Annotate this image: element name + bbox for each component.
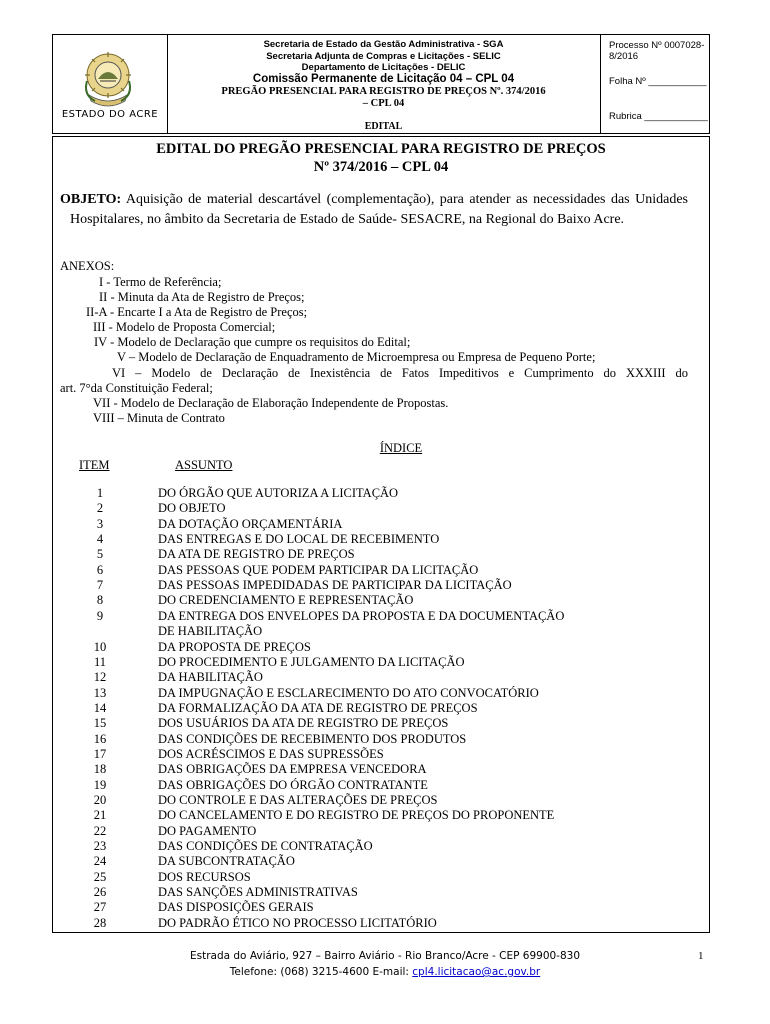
indice-item-number: 12 xyxy=(93,670,107,684)
indice-item-number: 9 xyxy=(96,609,104,623)
indice-item-number: 4 xyxy=(96,532,104,546)
header-process-cell xyxy=(601,35,709,133)
indice-item-number: 21 xyxy=(93,808,107,822)
indice-item-number: 24 xyxy=(93,854,107,868)
objeto-paragraph xyxy=(60,190,688,230)
footer-address: Estrada do Aviário, 927 – Bairro Aviário - Rio Branco/Acre - CEP 69900-830 xyxy=(189,950,581,962)
indice-item-number: 7 xyxy=(96,578,104,592)
indice-item-subject: DAS PESSOAS QUE PODEM PARTICIPAR DA LICITAÇÃO xyxy=(158,563,479,577)
header-title-cell xyxy=(167,35,601,133)
folha-field: Folha Nº ___________ xyxy=(609,76,707,87)
document-header xyxy=(52,34,710,134)
pregao-line-2: – CPL 04 xyxy=(362,98,405,109)
indice-item-number: 11 xyxy=(93,655,107,669)
indice-item-subject: DA ATA DE REGISTRO DE PREÇOS xyxy=(158,547,355,561)
indice-item-subject: DO PADRÃO ÉTICO NO PROCESSO LICITATÓRIO xyxy=(158,916,437,930)
indice-item-subject: DAS OBRIGAÇÕES DA EMPRESA VENCEDORA xyxy=(158,762,427,776)
indice-item-subject: DOS ACRÉSCIMOS E DAS SUPRESSÕES xyxy=(158,747,384,761)
indice-item-subject: DO PROCEDIMENTO E JULGAMENTO DA LICITAÇÃO xyxy=(158,655,465,669)
indice-item-subject: DE HABILITAÇÃO xyxy=(158,624,263,638)
indice-item-number: 20 xyxy=(93,793,107,807)
edital-label: EDITAL xyxy=(364,121,403,132)
indice-item-number: 25 xyxy=(93,870,107,884)
anexo-item: I - Termo de Referência; xyxy=(99,275,222,289)
secretaria-line: Secretaria de Estado da Gestão Administrativa - SGA xyxy=(263,39,504,50)
indice-item-number: 14 xyxy=(93,701,107,715)
anexo-item: VI – Modelo de Declaração de Inexistência de Fatos Impeditivos e Cumprimento do XXXIII do xyxy=(112,366,688,380)
indice-item-number: 8 xyxy=(96,593,104,607)
page-number: 1 xyxy=(698,950,704,962)
indice-item-subject: DAS CONDIÇÕES DE CONTRATAÇÃO xyxy=(158,839,373,853)
indice-item-number: 18 xyxy=(93,762,107,776)
indice-item-subject: DO OBJETO xyxy=(158,501,226,515)
anexo-item: VIII – Minuta de Contrato xyxy=(93,411,225,425)
anexo-item-continuation: art. 7°da Constituição Federal; xyxy=(60,381,213,395)
indice-item-subject: DAS SANÇÕES ADMINISTRATIVAS xyxy=(158,885,358,899)
indice-item-number: 22 xyxy=(93,824,107,838)
indice-item-subject: DO CONTROLE E DAS ALTERAÇÕES DE PREÇOS xyxy=(158,793,438,807)
document-number: Nº 374/2016 – CPL 04 xyxy=(313,159,449,175)
indice-item-number: 13 xyxy=(93,686,107,700)
indice-item-subject: DO PAGAMENTO xyxy=(158,824,257,838)
indice-item-subject: DA DOTAÇÃO ORÇAMENTÁRIA xyxy=(158,517,343,531)
anexo-item: V – Modelo de Declaração de Enquadramento de Microempresa ou Empresa de Pequeno Porte; xyxy=(117,350,596,364)
indice-item-number: 15 xyxy=(93,716,107,730)
indice-item-subject: DOS USUÁRIOS DA ATA DE REGISTRO DE PREÇOS xyxy=(158,716,449,730)
indice-item-subject: DA SUBCONTRATAÇÃO xyxy=(158,854,295,868)
indice-item-number: 3 xyxy=(96,517,104,531)
indice-item-subject: DA FORMALIZAÇÃO DA ATA DE REGISTRO DE PREÇOS xyxy=(158,701,478,715)
footer-phone: Telefone: (068) 3215-4600 E-mail: xyxy=(229,966,413,978)
estado-label: ESTADO DO ACRE xyxy=(61,109,159,120)
anexo-item: II-A - Encarte I a Ata de Registro de Preços; xyxy=(86,305,308,319)
acre-coat-of-arms-icon xyxy=(81,51,135,117)
comissao-line: Comissão Permanente de Licitação 04 – CPL 04 xyxy=(252,73,515,85)
indice-item-subject: DO CANCELAMENTO E DO REGISTRO DE PREÇOS DO PROPONENTE xyxy=(158,808,555,822)
indice-item-subject: DA HABILITAÇÃO xyxy=(158,670,263,684)
indice-item-number: 26 xyxy=(93,885,107,899)
indice-item-subject: DOS RECURSOS xyxy=(158,870,251,884)
indice-item-number: 28 xyxy=(93,916,107,930)
indice-item-subject: DAS PESSOAS IMPEDIDADAS DE PARTICIPAR DA LICITAÇÃO xyxy=(158,578,512,592)
departamento-line: Departamento de Licitações - DELIC xyxy=(301,62,466,73)
indice-item-number: 5 xyxy=(96,547,104,561)
indice-item-number: 27 xyxy=(93,900,107,914)
header-seal-cell xyxy=(53,35,168,133)
anexo-item: II - Minuta da Ata de Registro de Preços; xyxy=(99,290,305,304)
indice-item-subject: DAS DISPOSIÇÕES GERAIS xyxy=(158,900,314,914)
indice-col-item: ITEM xyxy=(79,458,110,472)
indice-item-number: 16 xyxy=(93,732,107,746)
indice-item-number: 23 xyxy=(93,839,107,853)
indice-item-subject: DO ÓRGÃO QUE AUTORIZA A LICITAÇÃO xyxy=(158,486,399,500)
indice-item-number: 10 xyxy=(93,640,107,654)
indice-item-subject: DAS CONDIÇÕES DE RECEBIMENTO DOS PRODUTOS xyxy=(158,732,467,746)
indice-title: ÍNDICE xyxy=(379,441,423,455)
anexo-item: VII - Modelo de Declaração de Elaboração Independente de Propostas. xyxy=(93,396,449,410)
indice-item-number: 19 xyxy=(93,778,107,792)
anexo-item: III - Modelo de Proposta Comercial; xyxy=(93,320,276,334)
indice-item-subject: DA IMPUGNAÇÃO E ESCLARECIMENTO DO ATO CONVOCATÓRIO xyxy=(158,686,539,700)
secretaria-adjunta-line: Secretaria Adjunta de Compras e Licitações - SELIC xyxy=(266,51,501,62)
indice-item-subject: DO CREDENCIAMENTO E REPRESENTAÇÃO xyxy=(158,593,414,607)
anexo-item: IV - Modelo de Declaração que cumpre os requisitos do Edital; xyxy=(94,335,411,349)
indice-item-subject: DAS ENTREGAS E DO LOCAL DE RECEBIMENTO xyxy=(158,532,440,546)
processo-number: Processo Nº 0007028-8/2016 xyxy=(609,40,705,62)
objeto-text: Aquisição de material descartável (complementação), para atender as necessidades das Unidades Hospitalares, no âmbito da Secretaria de Estado de Saúde- SESACRE, na Regional do Baixo Acre. xyxy=(70,192,688,227)
indice-item-number: 2 xyxy=(96,501,104,515)
footer-contact xyxy=(0,966,770,978)
anexos-label: ANEXOS: xyxy=(60,259,115,273)
indice-item-number: 1 xyxy=(96,486,104,500)
indice-item-subject: DA PROPOSTA DE PREÇOS xyxy=(158,640,311,654)
rubrica-field: Rubrica ____________ xyxy=(609,111,708,122)
indice-item-subject: DA ENTREGA DOS ENVELOPES DA PROPOSTA E DA DOCUMENTAÇÃO xyxy=(158,609,565,623)
indice-item-subject: DAS OBRIGAÇÕES DO ÓRGÃO CONTRATANTE xyxy=(158,778,428,792)
indice-item-number: 6 xyxy=(96,563,104,577)
footer-email-link[interactable]: cpl4.licitacao@ac.gov.br xyxy=(412,966,541,978)
objeto-label: OBJETO: xyxy=(60,192,122,207)
indice-item-number: 17 xyxy=(93,747,107,761)
document-title: EDITAL DO PREGÃO PRESENCIAL PARA REGISTRO DE PREÇOS xyxy=(156,141,606,157)
indice-col-assunto: ASSUNTO xyxy=(175,458,233,472)
pregao-line-1: PREGÃO PRESENCIAL PARA REGISTRO DE PREÇOS Nº. 374/2016 xyxy=(221,86,546,97)
